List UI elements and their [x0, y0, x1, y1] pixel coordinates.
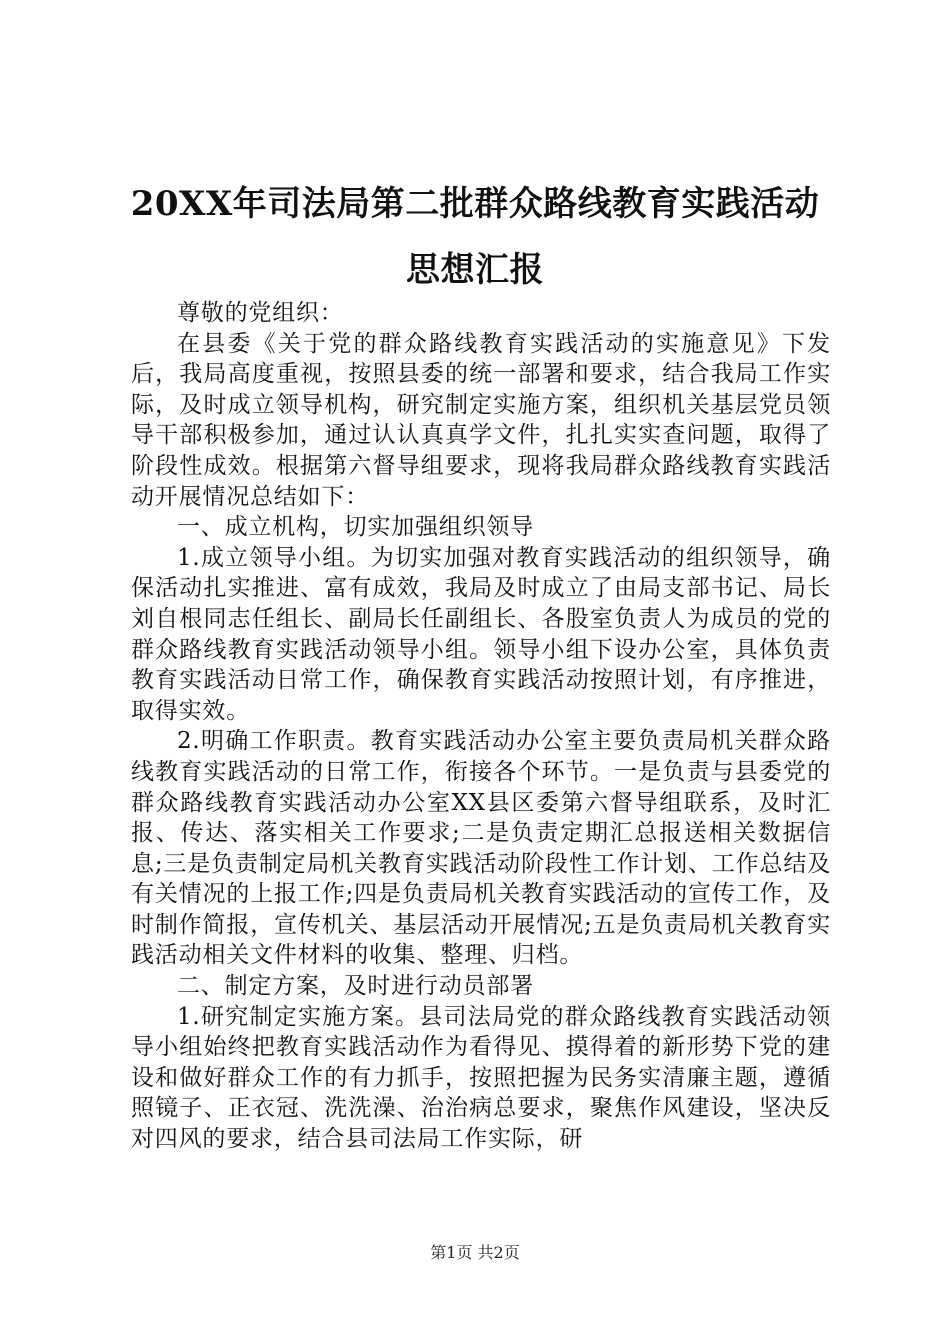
page-footer: 第1页 共2页 — [430, 1243, 520, 1262]
paragraph-1-1: 1.成立领导小组。为切实加强对教育实践活动的组织领导，确保活动扎实推进、富有成效，我局及时成立了由局支部书记、局长刘自根同志任组长、副局长任副组长、各股室负责人为成员的党的群众路线教育实践活动领导小组。领导小组下设办公室，具体负责教育实践活动日常工作，确保教育实践活动按照计划，有序推进，取得实效。 — [131, 544, 831, 724]
paragraph-2-1: 1.研究制定实施方案。县司法局党的群众路线教育实践活动领导小组始终把教育实践活动作为看得见、摸得着的新形势下党的建设和做好群众工作的有力抓手，按照把握为民务实清廉主题，遵循照镜子、正衣冠、洗洗澡、治治病总要求，聚焦作风建设，坚决反对四风的要求，结合县司法局工作实际，研 — [131, 1003, 831, 1153]
document-title-line-1: 20XX年司法局第二批群众路线教育实践活动 — [130, 184, 820, 224]
section-heading-1: 一、成立机构，切实加强组织领导 — [177, 514, 534, 541]
document-body — [131, 298, 831, 1155]
salutation: 尊敬的党组织： — [177, 300, 344, 326]
section-heading-2: 二、制定方案，及时进行动员部署 — [177, 973, 534, 1000]
paragraph-1-2: 2.明确工作职责。教育实践活动办公室主要负责局机关群众路线教育实践活动的日常工作，衔接各个环节。一是负责与县委党的群众路线教育实践活动办公室XX县区委第六督导组联系，及时汇报、传达、落实相关工作要求;二是负责定期汇总报送相关数据信息;三是负责制定局机关教育实践活动阶段性工作计划、工作总结及有关情况的上报工作;四是负责局机关教育实践活动的宣传工作，及时制作简报，宣传机关、基层活动开展情况;五是负责局机关教育实践活动相关文件材料的收集、整理、归档。 — [131, 728, 831, 969]
paragraph-intro: 在县委《关于党的群众路线教育实践活动的实施意见》下发后，我局高度重视，按照县委的统一部署和要求，结合我局工作实际，及时成立领导机构，研究制定实施方案，组织机关基层党员领导干部积极参加，通过认认真真学文件，扎扎实实查问题，取得了阶段性成效。根据第六督导组要求，现将我局群众路线教育实践活动开展情况总结如下： — [131, 330, 831, 510]
document-title-line-2: 思想汇报 — [406, 250, 544, 290]
